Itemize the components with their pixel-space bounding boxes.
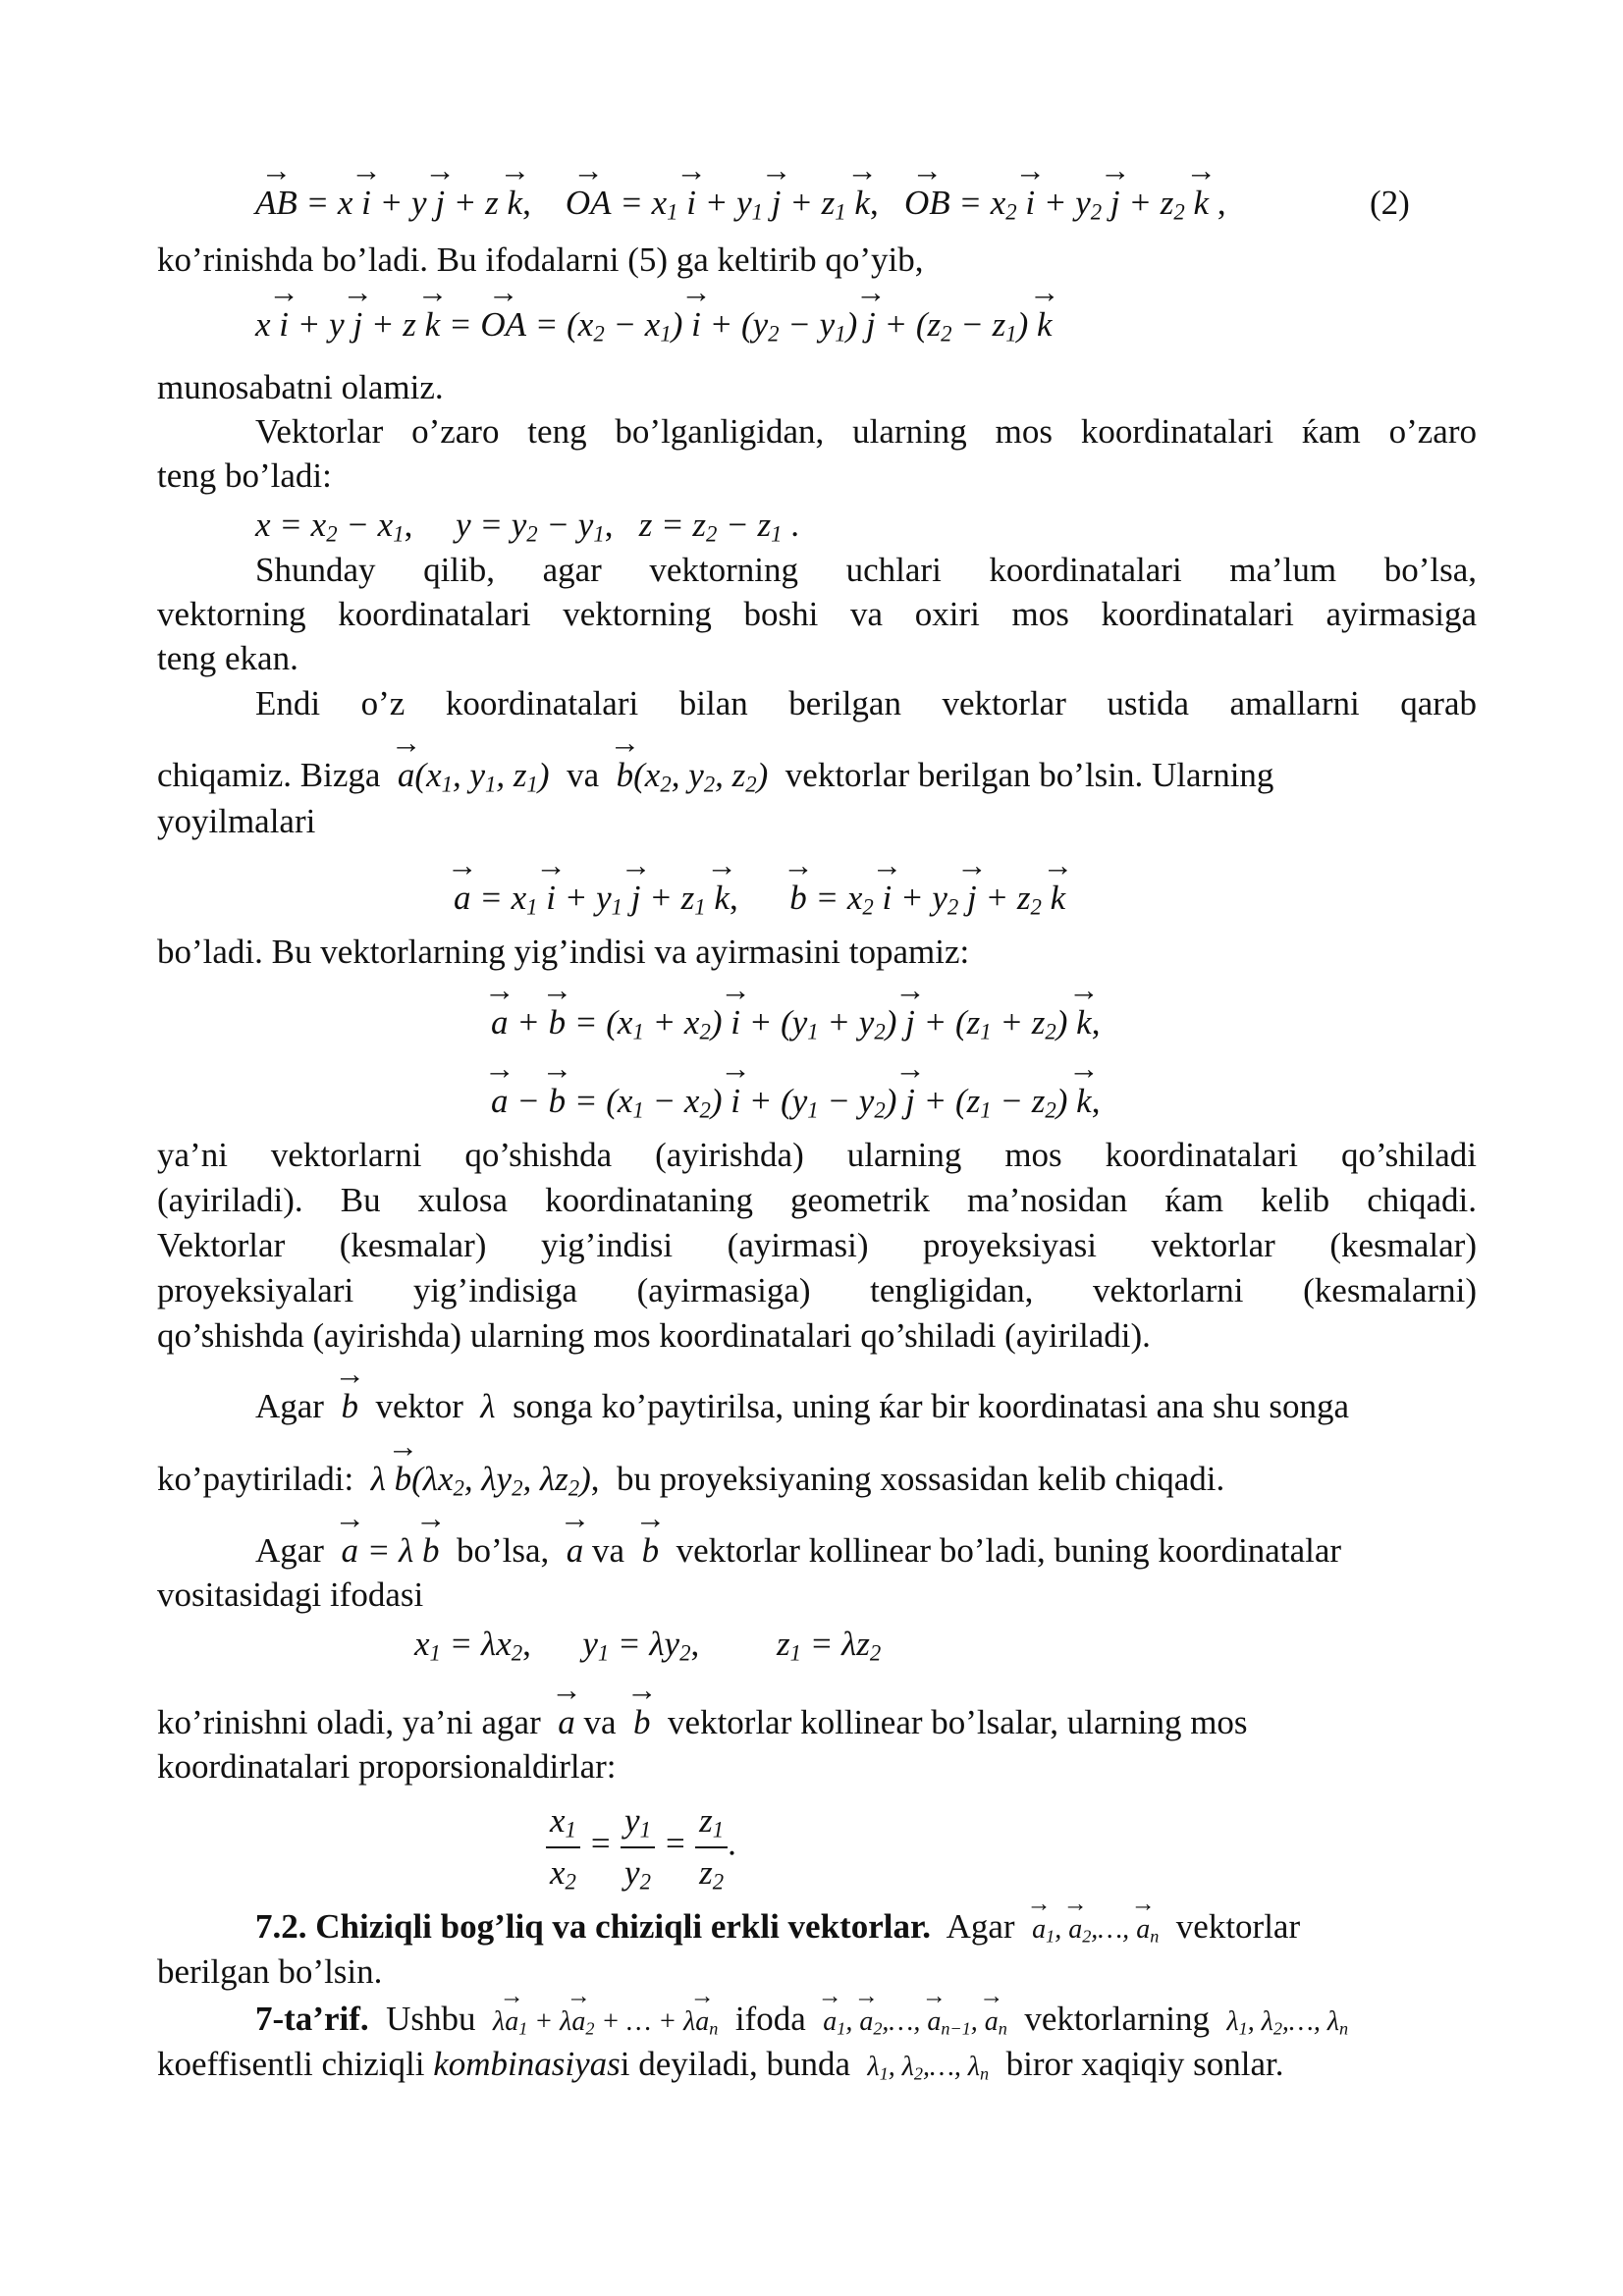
paragraph-line: vositasidagi ifodasi [157,1575,424,1614]
paragraph-line: ya’ni vektorlarni qo’shishda (ayirishda) ularning mos koordinatalari qo’shiladi [157,1136,1477,1174]
paragraph-line: qo’shishda (ayirishda) ularning mos koordinatalari qo’shiladi (ayiriladi). [157,1316,1151,1355]
paragraph-line: Endi o’z koordinatalari bilan berilgan vektorlar ustida amallarni qarab [255,684,1477,722]
paragraph-line: ko’rinishda bo’ladi. Bu ifodalarni (5) ga keltirib qo’yib, [157,240,924,279]
equation-coordinate-difference: $x = x_2 - x_1$, $y = y_2 - y_1$, $z = z_2 - z_1$ . [255,506,800,547]
paragraph-line: munosabatni olamiz. [157,368,444,406]
paragraph-line-with-math: ko’rinishni oladi, ya’ni agar → a va → b vektorlar kollinear bo’lsalar, ularning mos [157,1698,1477,1746]
paragraph-line: Vektorlar o’zaro teng bo’lganligidan, ularning mos koordinatalari ќam o’zaro [255,412,1477,451]
paragraph-line: Vektorlar (kesmalar) yig’indisi (ayirmasi) proyeksiyasi vektorlar (kesmalar) [157,1226,1477,1264]
definition-label: 7-ta’rif. [255,2000,369,2038]
equation-collinear-coordinates: $x_1 = \lambda x_2$, $y_1 = \lambda y_2$, $z_1 = \lambda z_2$ [414,1625,882,1666]
paragraph-line: Shunday qilib, agar vektorning uchlari koordinatalari ma’lum bo’lsa, [255,551,1477,589]
definition-line: 7-ta’rif. Ushbu $\lambda\to a_1 + \lambda\to a_2$ + … + $\lambda\to a_n$ ifoda → $a_1$, → $a_2,\dots$, → $a_{n-1}$, → $a_n$ vektorlarning $\lambda_1$, $\lambda_2,\dots$, $\lambda_n$ [255,1995,1477,2043]
equation-number: (2) [1370,184,1410,222]
paragraph-line-with-math: Agar → a = λ → b bo’lsa, → a va → b vektorlar kollinear bo’ladi, buning koordinatalar [255,1526,1477,1575]
paragraph-line: bo’ladi. Bu vektorlarning yig’indisi va ayirmasini topamiz: [157,933,970,971]
paragraph-line: teng bo’ladi: [157,456,332,495]
paragraph-line: teng ekan. [157,639,298,677]
paragraph-line: (ayiriladi). Bu xulosa koordinataning geometrik ma’nosidan ќam kelib chiqadi. [157,1181,1477,1219]
equation-vector-expansions: → $a = x_1 \to i + y_1 \to j + z_1 \to k$, → $b = x_2 \to i + y_2 \to j + z_2 \to k$ [454,874,1065,924]
paragraph-line-with-math: chiqamiz. Bizga → $a(x_1$, $y_1$, $z_1$) va → $b(x_2$, $y_2$, $z_2$) vektorlar berilgan bo’lsin. Ularning [157,751,1477,801]
section-heading-line: 7.2. Chiziqli bog’liq va chiziqli erkli vektorlar. Agar → $a_1$, → $a_2,\dots$, → $a_n$ vektorlar [255,1902,1477,1950]
section-title: 7.2. Chiziqli bog’liq va chiziqli erkli vektorlar. [255,1907,932,1946]
paragraph-line: vektorning koordinatalari vektorning boshi va oxiri mos koordinatalari ayirmasiga [157,595,1477,633]
paragraph-line: berilgan bo’lsin. [157,1952,383,1991]
paragraph-line: yoyilmalari [157,802,316,840]
paragraph-line: proyeksiyalari yig’indisiga (ayirmasiga) tengligidan, vektorlarni (kesmalarni) [157,1271,1477,1309]
paragraph-line: koordinatalari proporsionaldirlar: [157,1747,617,1786]
equation-vector-sum: → a + → $b = (x_1 + x_2) \to i + (y_1 + y_2) \to j + (z_1 + z_2) \to k$, [491,998,1100,1048]
equation-proportional: $\frac{x_1}{x_2}$ = $\frac{y_1}{y_2}$ = $\frac{z_1}{z_2}$ . [546,1796,736,1897]
equation-vector-difference: → a − → $b = (x_1 - x_2) \to i + (y_1 - y_2) \to j + (z_1 - z_2) \to k$, [491,1077,1100,1127]
paragraph-line-with-math: Agar → b vektor λ songa ko’paytirilsa, uning ќar bir koordinatasi ana shu songa [255,1382,1477,1430]
equation-oa-expansion: x → i + y → j + z → k = → OA = $(x_2 - x_1) \to i + (y_2 - y_1) \to j + (z_2 - z_1) \to k$ [255,300,1053,350]
equation-2: → AB = x → i + y → j + z → k, → OA = $x_1 \to i + y_1 \to j + z_1 \to k$, → OB = $x_2 \to i + y_2 \to j + z_2 \to k$ , [255,179,1226,229]
definition-line: koeffisentli chiziqli kombinasiyasi deyiladi, bunda $\lambda_1$, $\lambda_2,\dots$, $\lambda_n$ biror xaqiqiy sonlar. [157,2045,1284,2084]
paragraph-line-with-math: ko’paytiriladi: $\lambda \to b(\lambda x_2$, $\lambda y_2$, $\lambda z_2$), bu proyeksiyaning xossasidan kelib chiqadi. [157,1455,1477,1505]
